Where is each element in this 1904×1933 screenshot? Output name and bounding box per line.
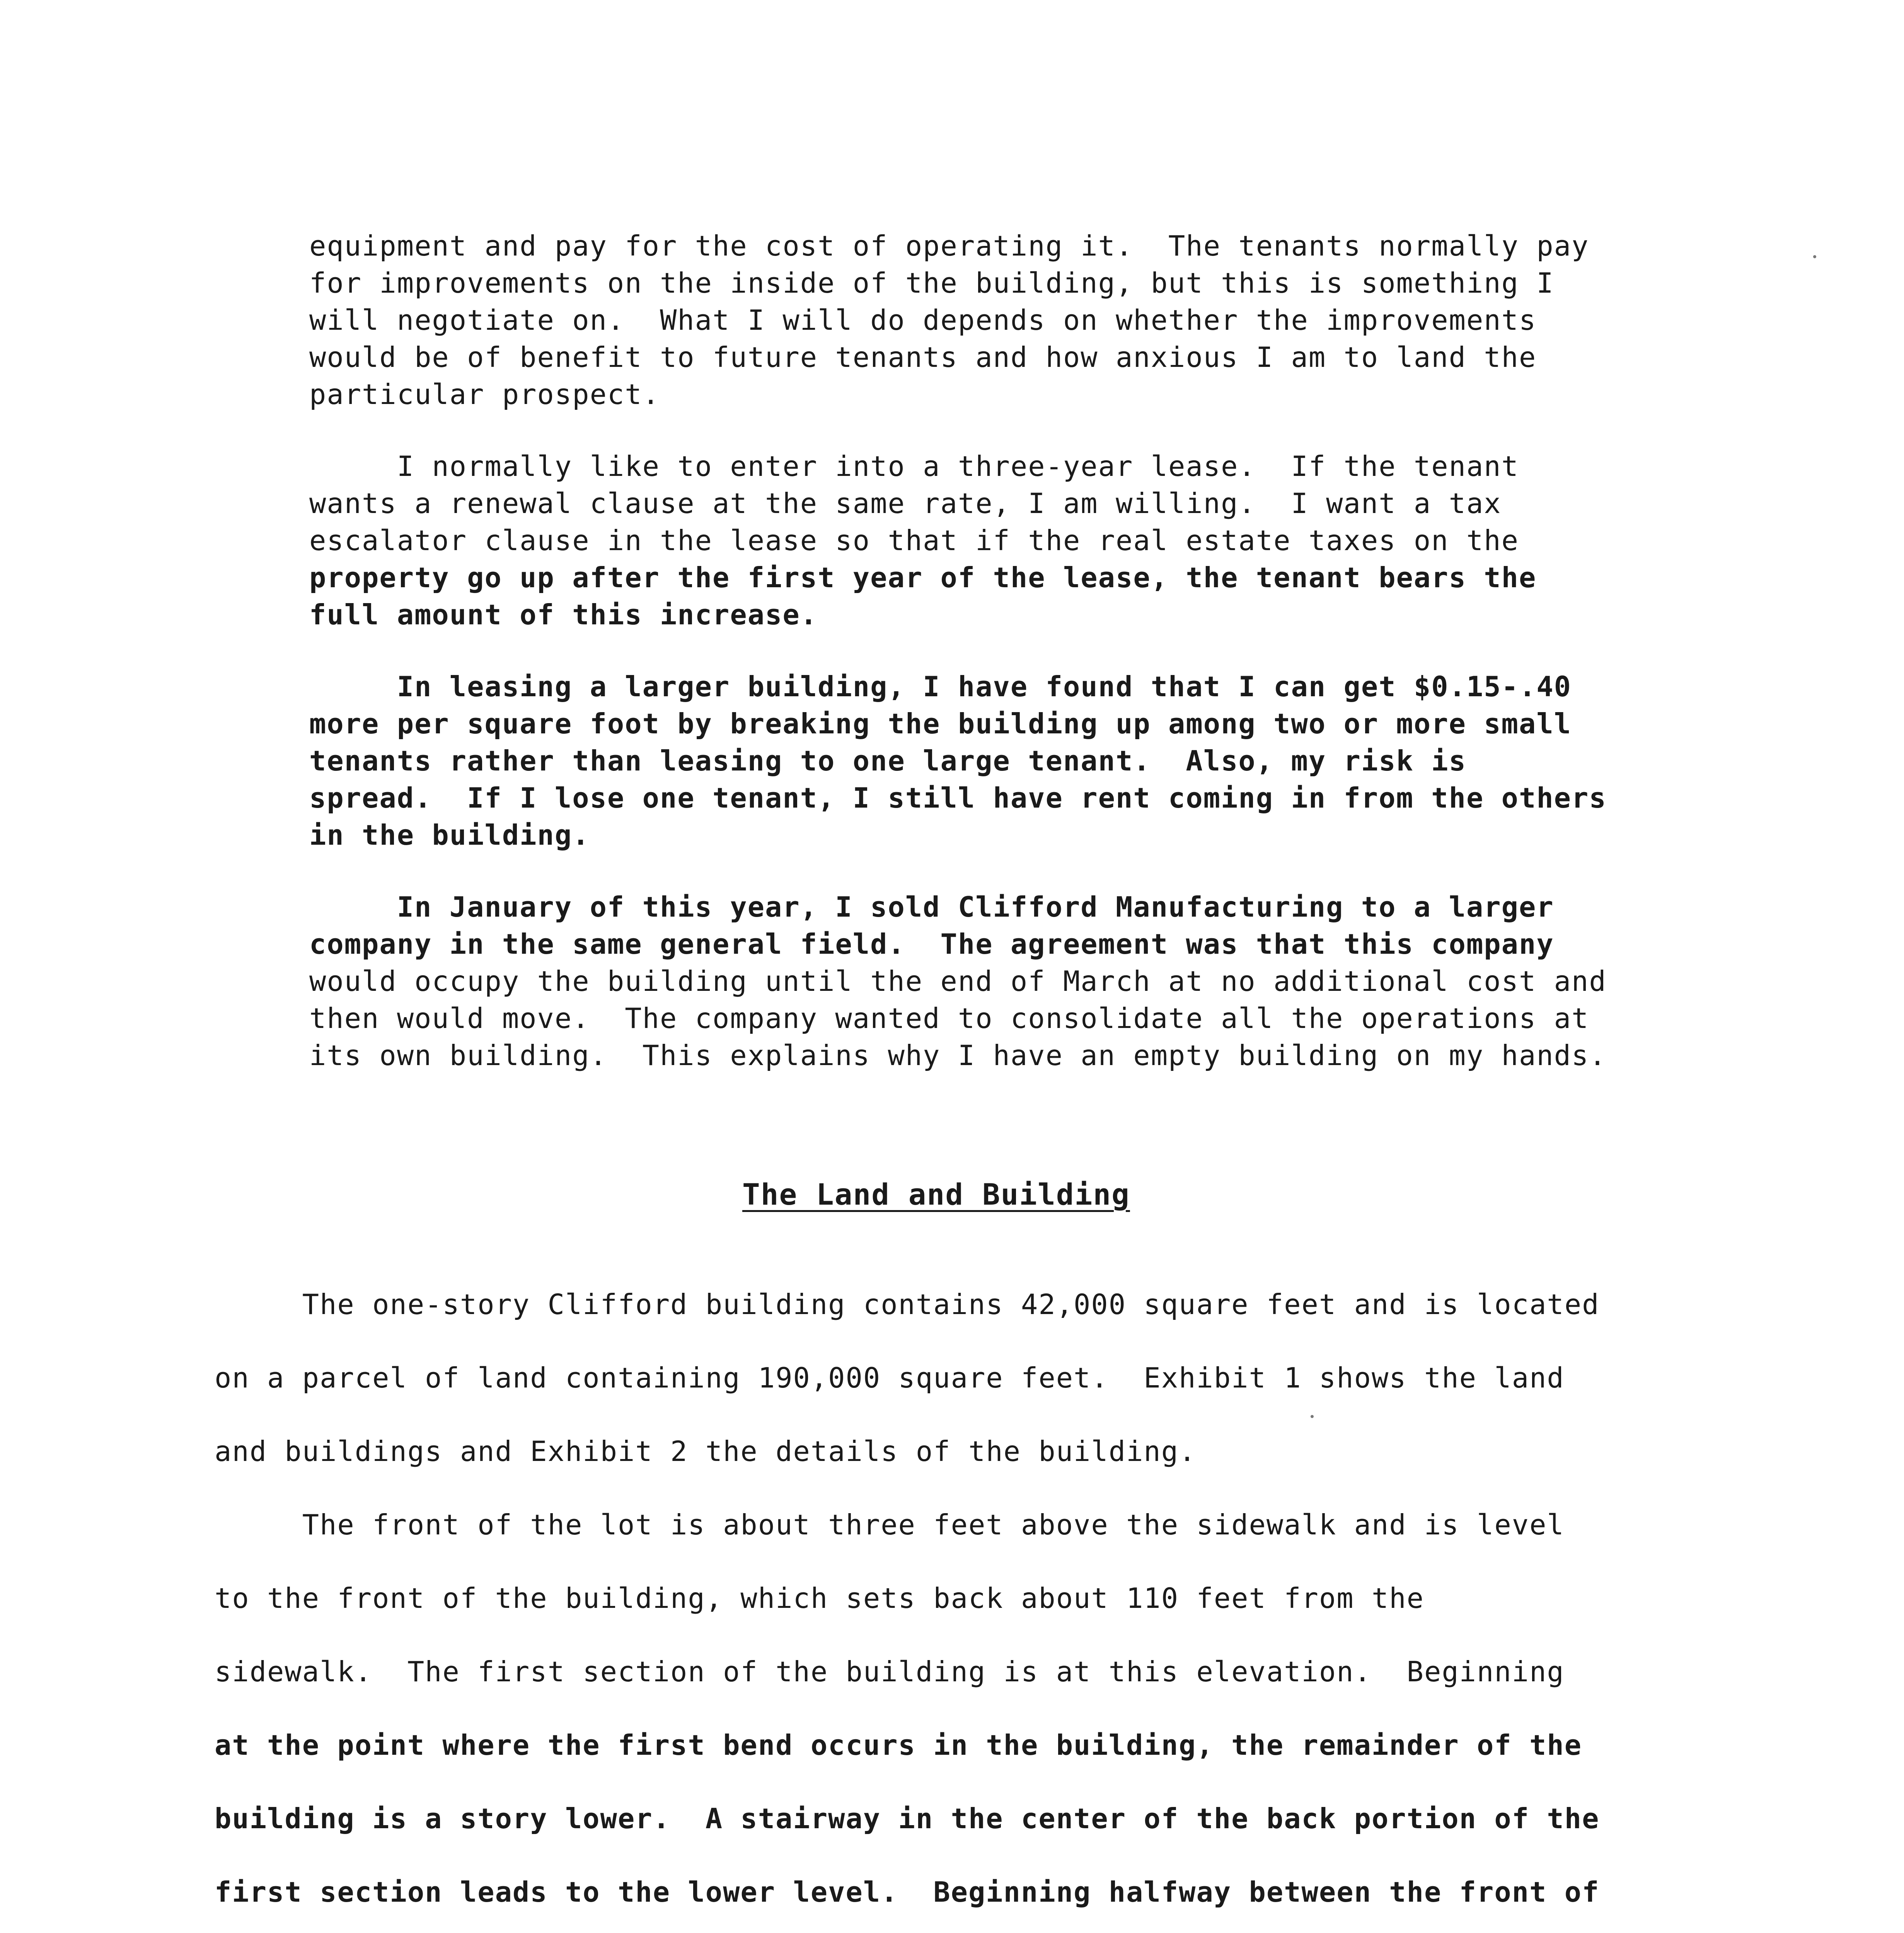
text-line: its own building. This explains why I have an empty building on my hands. — [309, 1039, 1607, 1072]
text-line: full amount of this increase. — [309, 598, 818, 631]
text-line: then would move. The company wanted to consolidate all the operations at — [309, 1002, 1589, 1035]
text-line: equipment and pay for the cost of operating it. The tenants normally pay — [309, 230, 1589, 262]
scan-speck — [1813, 255, 1816, 258]
text-line: on a parcel of land containing 190,000 square feet. Exhibit 1 shows the land — [215, 1362, 1565, 1394]
text-line: tenants rather than leasing to one large tenant. Also, my risk is — [309, 745, 1466, 777]
text-line: company in the same general field. The agreement was that this company — [309, 928, 1554, 960]
text-line: for improvements on the inside of the building, but this is something I — [309, 267, 1554, 299]
text-line: will negotiate on. What I will do depends on whether the improvements — [309, 304, 1537, 336]
text-line: spread. If I lose one tenant, I still have rent coming in from the others — [309, 782, 1607, 814]
text-line: would be of benefit to future tenants and how anxious I am to land the — [309, 341, 1537, 373]
text-line: at the point where the first bend occurs in the building, the remainder of the — [215, 1729, 1582, 1761]
text-line: in the building. — [309, 819, 590, 851]
text-line: wants a renewal clause at the same rate, I am willing. I want a tax — [309, 487, 1502, 520]
text-line: sidewalk. The first section of the building is at this elevation. Beginning — [215, 1655, 1565, 1688]
text-line: The one-story Clifford building contains 42,000 square feet and is located — [215, 1288, 1600, 1321]
scan-speck — [1311, 1415, 1314, 1418]
text-line: property go up after the first year of the lease, the tenant bears the — [309, 561, 1537, 594]
text-line: building is a story lower. A stairway in the center of the back portion of the — [215, 1802, 1600, 1835]
section-heading: The Land and Building — [742, 1177, 1130, 1212]
text-line: I normally like to enter into a three-year lease. If the tenant — [309, 450, 1519, 482]
text-line: escalator clause in the lease so that if the real estate taxes on the — [309, 524, 1519, 557]
text-line: to the front of the building, which sets back about 110 feet from the — [215, 1582, 1424, 1614]
text-line: and buildings and Exhibit 2 the details of the building. — [215, 1435, 1197, 1468]
text-line: In leasing a larger building, I have found that I can get $0.15-.40 — [309, 670, 1572, 703]
text-line: The front of the lot is about three feet above the sidewalk and is level — [215, 1509, 1565, 1541]
text-line: In January of this year, I sold Clifford Manufacturing to a larger — [309, 891, 1554, 923]
text-line: first section leads to the lower level. Beginning halfway between the front of — [215, 1876, 1600, 1908]
text-line: more per square foot by breaking the building up among two or more small — [309, 707, 1572, 740]
text-line: particular prospect. — [309, 378, 660, 411]
text-line: would occupy the building until the end of March at no additional cost and — [309, 965, 1607, 997]
